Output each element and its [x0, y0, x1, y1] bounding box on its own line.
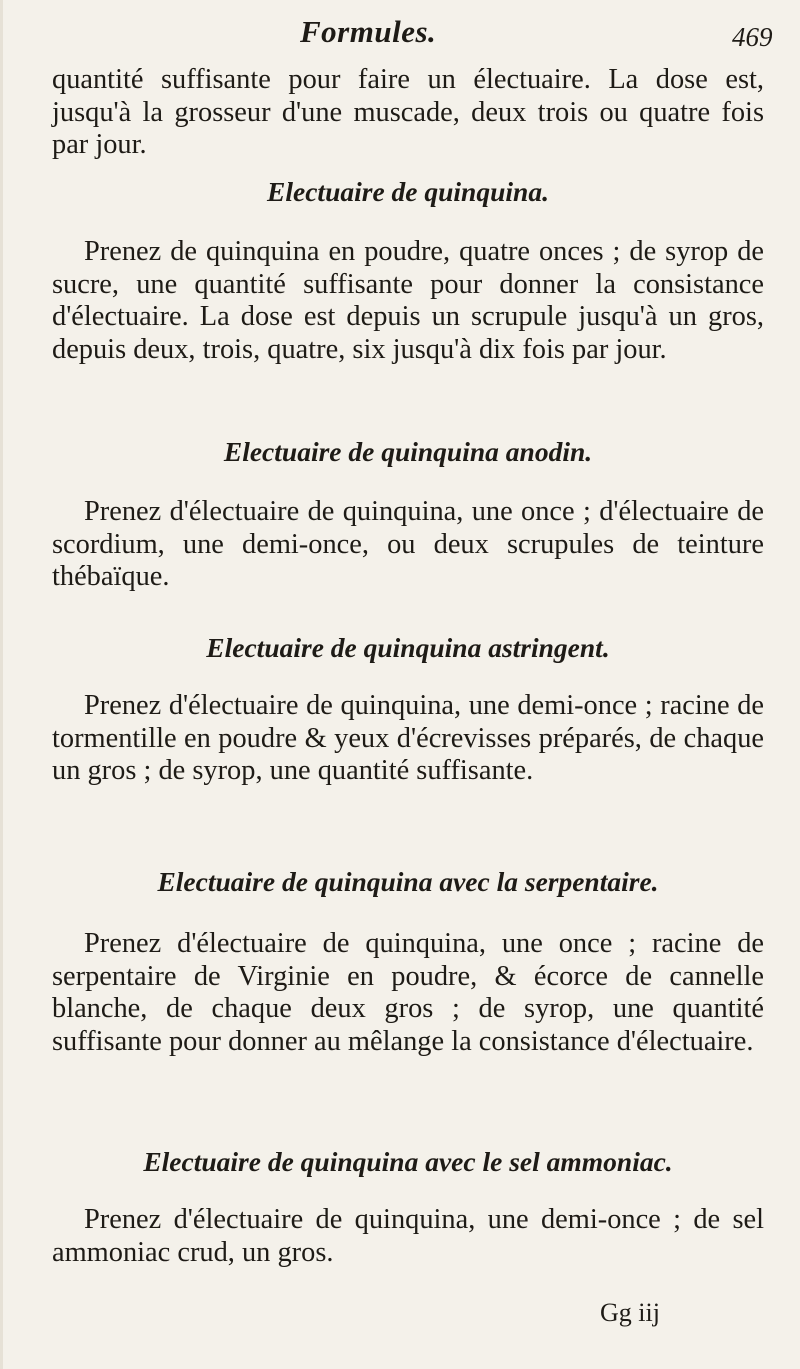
continued-paragraph: quantité suffisante pour faire un électuaire. La dose est, jusqu'à la grosseur d'une muscade, deux trois ou quatre fois par jour. — [52, 64, 764, 161]
page-header — [0, 14, 800, 54]
paragraph-quinquina-serpentaire: Prenez d'électuaire de quinquina, une once ; racine de serpentaire de Virginie en poudre, & écorce de cannelle blanche, de chaque deux gros ; de syrop, une quantité suffisante pour donner au mêlange la consistance d'électuaire. — [52, 928, 764, 1057]
section-title-quinquina-anodin: Electuaire de quinquina anodin. — [223, 436, 593, 467]
page-number: 469 — [732, 22, 773, 52]
section-title-quinquina-sel-ammoniac: Electuaire de quinquina avec le sel ammoniac. — [143, 1146, 673, 1177]
paragraph-quinquina-sel-ammoniac: Prenez d'électuaire de quinquina, une demi-once ; de sel ammoniac crud, un gros. — [52, 1204, 764, 1268]
paragraph-quinquina-anodin: Prenez d'électuaire de quinquina, une once ; d'électuaire de scordium, une demi-once, ou deux scrupules de teinture thébaïque. — [52, 496, 764, 593]
page-binding-edge — [0, 0, 3, 1369]
section-title-electuaire-quinquina: Electuaire de quinquina. — [267, 176, 549, 207]
paragraph-quinquina-astringent: Prenez d'électuaire de quinquina, une demi-once ; racine de tormentille en poudre & yeux d'écrevisses préparés, de chaque un gros ; de syrop, une quantité suffisante. — [52, 690, 764, 787]
section-title-quinquina-serpentaire: Electuaire de quinquina avec la serpentaire. — [157, 866, 659, 897]
paragraph-electuaire-quinquina: Prenez de quinquina en poudre, quatre onces ; de syrop de sucre, une quantité suffisante pour donner la consistance d'électuaire. La dose est depuis un scrupule jusqu'à un gros, depuis deux, trois, quatre, six jusqu'à dix fois par jour. — [52, 236, 764, 365]
running-title: Formules. — [300, 14, 437, 49]
section-title-quinquina-astringent: Electuaire de quinquina astringent. — [206, 632, 610, 663]
signature-mark: Gg iij — [600, 1298, 660, 1327]
